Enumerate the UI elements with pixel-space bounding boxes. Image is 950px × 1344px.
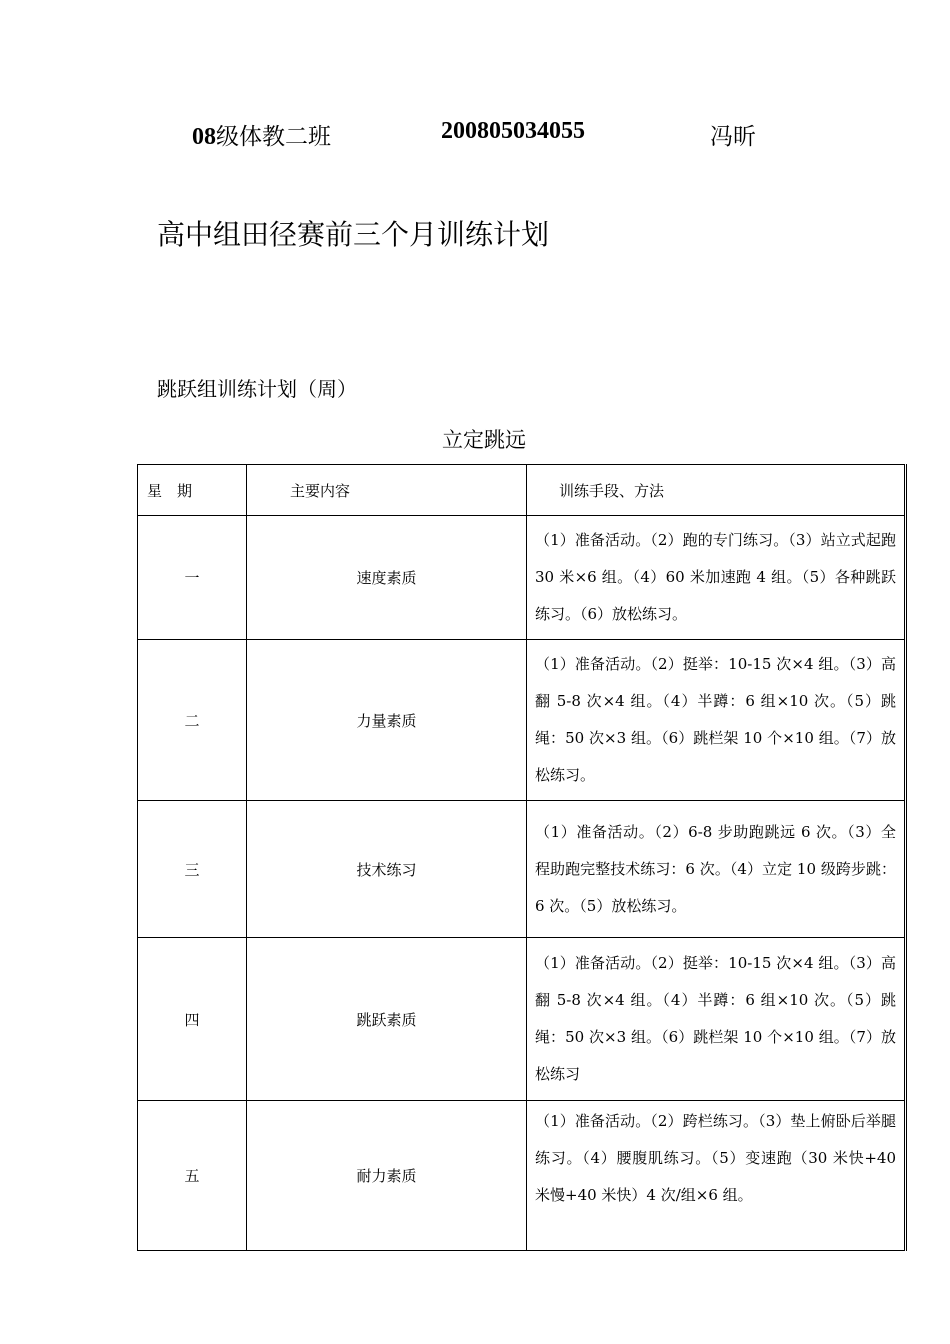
row-method: （1）准备活动。（2）跨栏练习。（3）垫上俯卧后举腿练习。（4）腰腹肌练习。（5）变速跑（30 米快+40 米慢+40 米快）4 次/组×6 组。: [535, 1112, 896, 1204]
table-row: [138, 801, 906, 938]
student-name: 冯昕: [710, 124, 756, 150]
row-method-cell: [527, 1101, 906, 1251]
table-row: [138, 516, 906, 640]
row-method-cell: [527, 516, 906, 640]
row-day: 三: [138, 801, 247, 938]
class-label: [192, 118, 331, 151]
class-text: 级体教二班: [216, 124, 331, 150]
table-row: [138, 1101, 906, 1251]
header-method: 训练手段、方法: [527, 465, 906, 516]
row-day: 四: [138, 938, 247, 1101]
table-header-row: [138, 465, 906, 516]
row-content: 耐力素质: [247, 1101, 527, 1251]
table-row: [138, 938, 906, 1101]
row-method-cell: [527, 938, 906, 1101]
row-content: 技术练习: [247, 801, 527, 938]
class-number: 08: [192, 124, 216, 150]
row-content: 速度素质: [247, 516, 527, 640]
row-method-cell: [527, 801, 906, 938]
row-content: 力量素质: [247, 640, 527, 801]
table-row: [138, 640, 906, 801]
row-method-cell: [527, 640, 906, 801]
row-day: 一: [138, 516, 247, 640]
row-method: （1）准备活动。（2）跑的专门练习。（3）站立式起跑 30 米×6 组。（4）60 米加速跑 4 组。（5）各种跳跃练习。（6）放松练习。: [535, 531, 896, 623]
row-method: （1）准备活动。（2）挺举：10-15 次×4 组。（3）高翻 5-8 次×4 组。（4）半蹲：6 组×10 次。（5）跳绳：50 次×3 组。（6）跳栏架 10 个×10 组。（7）放松练习: [535, 954, 896, 1083]
row-day: 五: [138, 1101, 247, 1251]
student-id: 200805034055: [441, 118, 585, 144]
document-title: 高中组田径赛前三个月训练计划: [157, 218, 550, 251]
header-content: 主要内容: [247, 465, 527, 516]
table-caption: 立定跳远: [442, 428, 526, 452]
row-day: 二: [138, 640, 247, 801]
row-method: （1）准备活动。（2）6-8 步助跑跳远 6 次。（3）全程助跑完整技术练习：6 次。（4）立定 10 级跨步跳：6 次。（5）放松练习。: [535, 822, 896, 915]
student-info-line: [0, 118, 950, 158]
header-day: 星 期: [138, 465, 247, 516]
section-title: 跳跃组训练计划（周）: [157, 377, 357, 401]
row-method: （1）准备活动。（2）挺举：10-15 次×4 组。（3）高翻 5-8 次×4 组。（4）半蹲：6 组×10 次。（5）跳绳：50 次×3 组。（6）跳栏架 10 个×10 组。（7）放松练习。: [535, 655, 896, 784]
row-content: 跳跃素质: [247, 938, 527, 1101]
training-plan-table: [137, 464, 907, 1251]
